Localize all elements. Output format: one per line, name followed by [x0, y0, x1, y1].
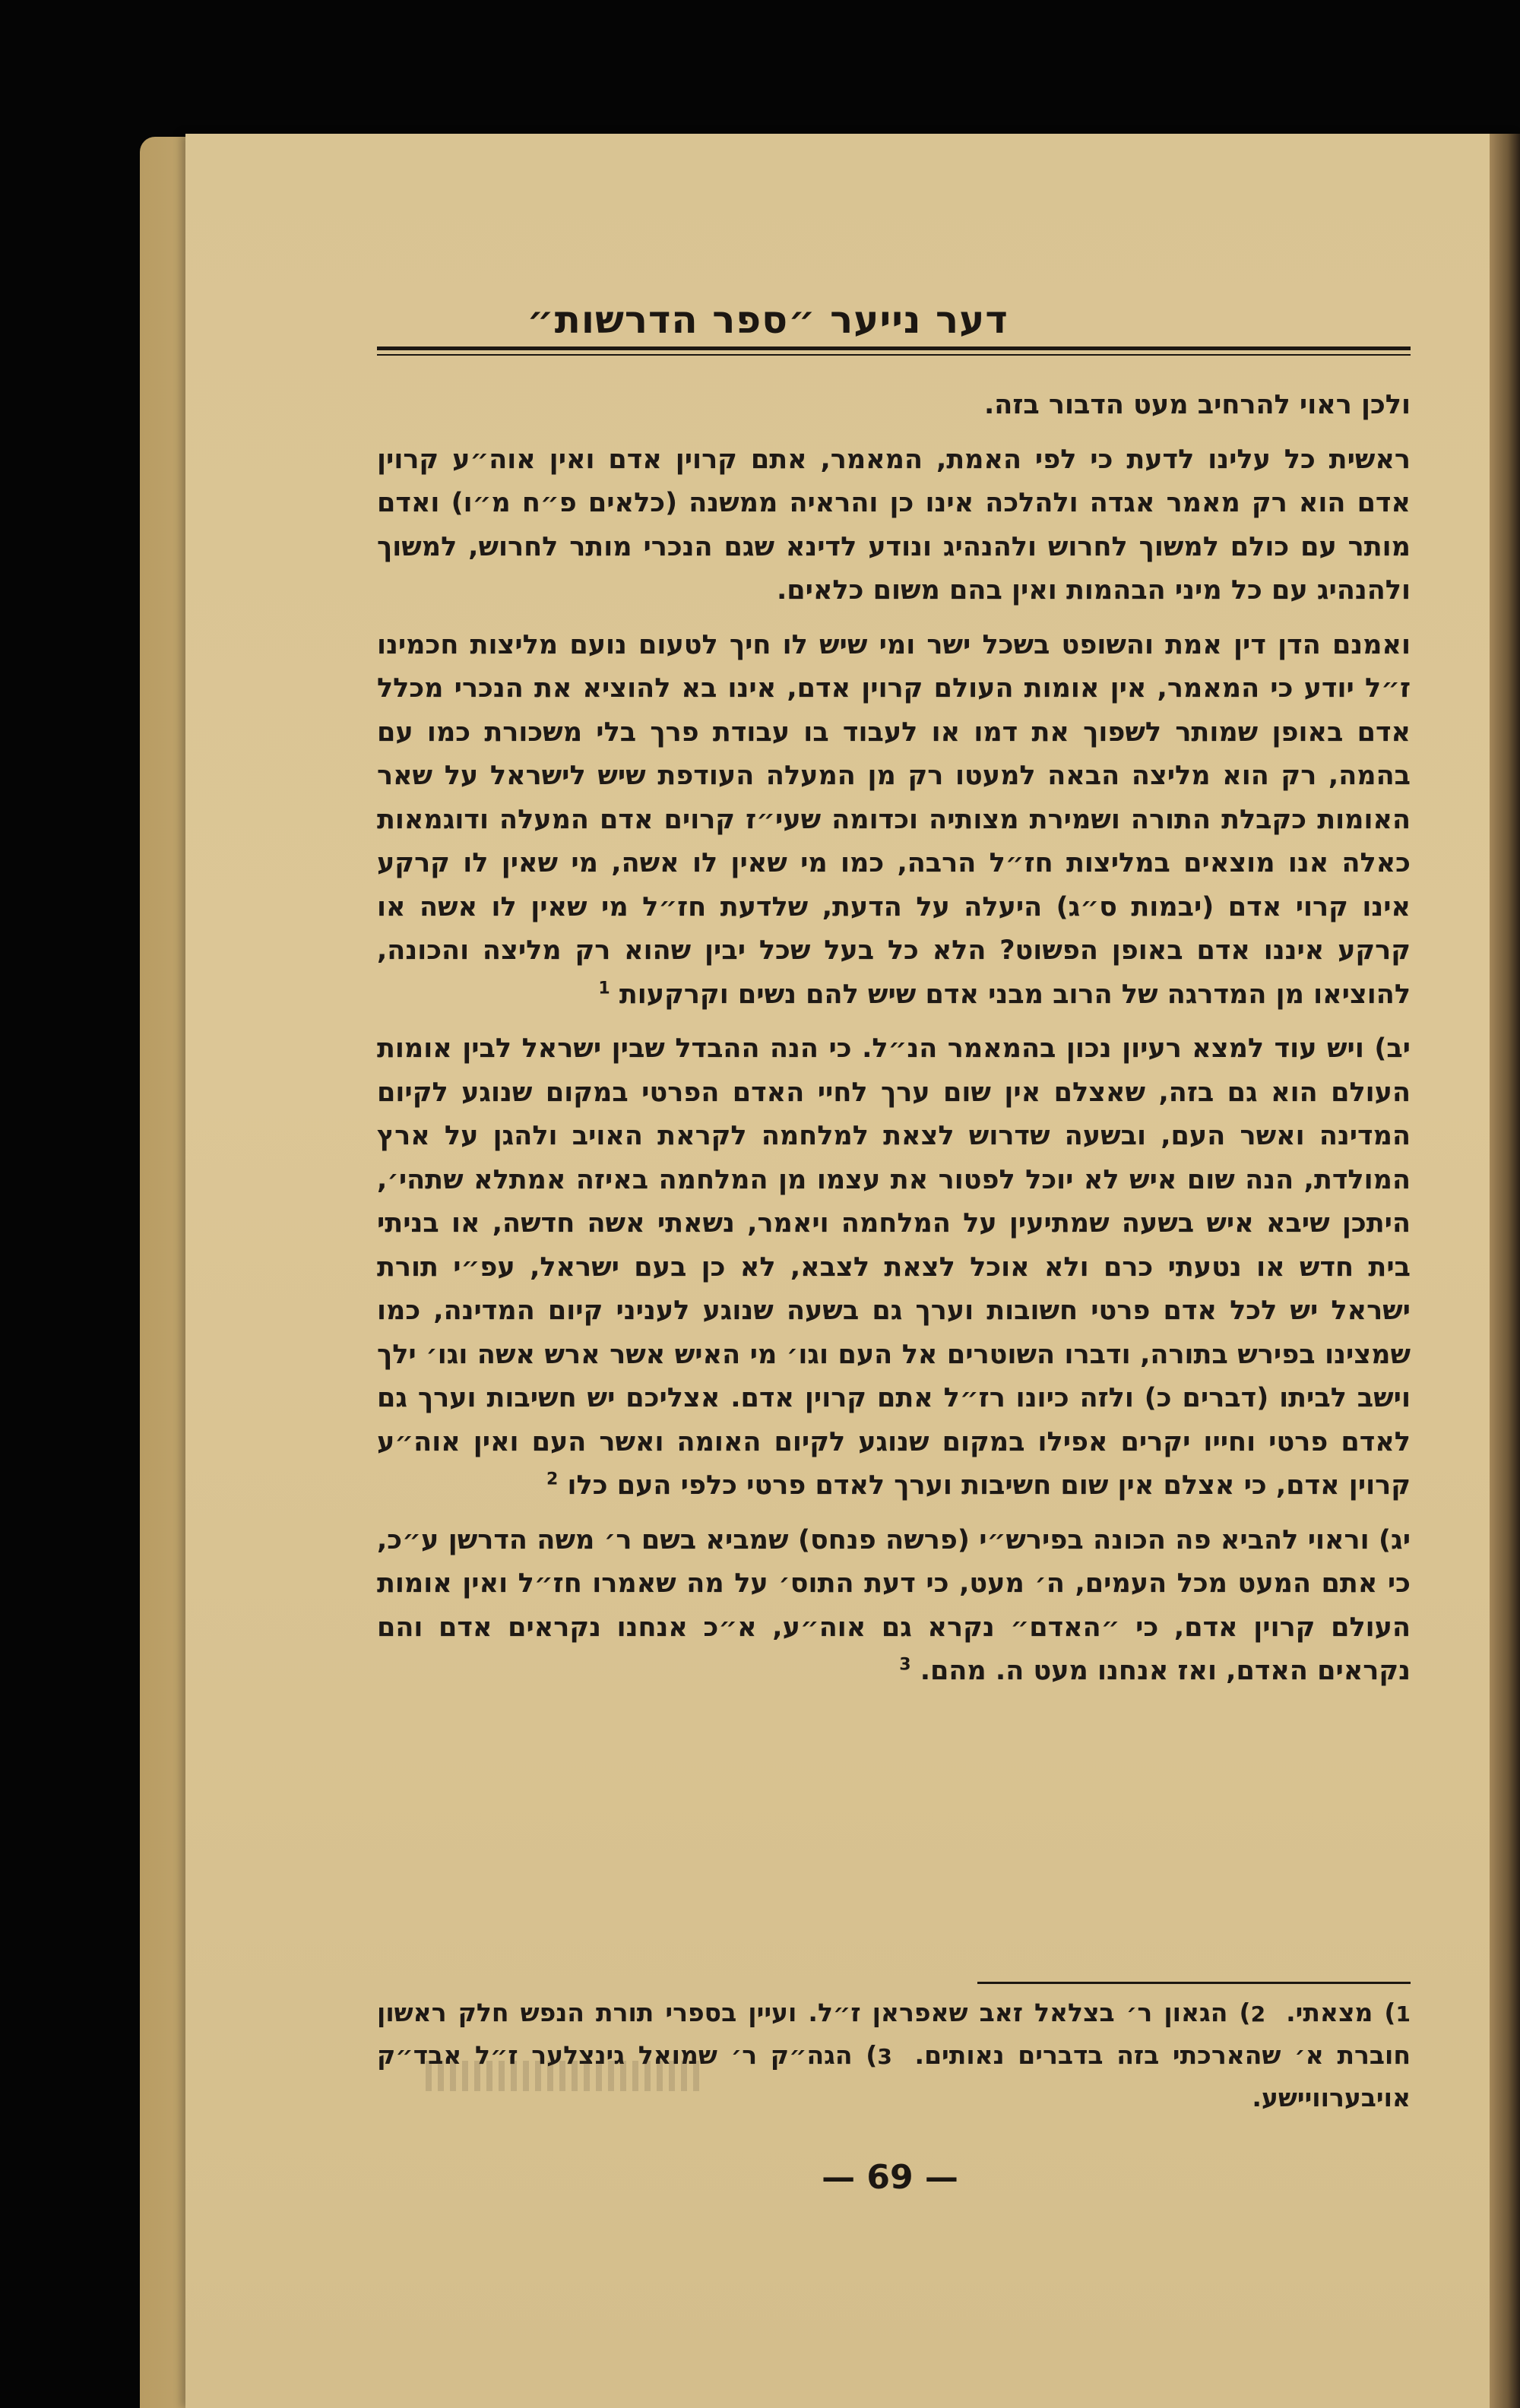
footnote-ref: 2: [546, 1470, 559, 1489]
footnote-number: 1: [1395, 2001, 1411, 2027]
paragraph-text: ואמנם הדן דין אמת והשופט בשכל ישר ומי שיש לו חיך לטעום נועם מליצות חכמינו ז״ל יודע כי המאמר, אין אומות העולם קרוין אדם, אינו בא להוציא את הנכרי מכלל אדם באופן שמותר לשפוך את דמו או לעבוד בו עבודת פרך בלי משכורת כמו עם בהמה, רק הוא מליצה הבאה למעטו רק מן המעלה העודפת שיש לישראל על שאר האומות כקבלת התורה ושמירת מצותיה וכדומה שעי״ז קרוים אדם המעלה ודוגמאות כאלה אנו מוצאים במליצות חז״ל הרבה, כמו מי שאין לו אשה, מי שאין לו קרקע אינו קרוי אדם (יבמות ס״ג) היעלה על הדעת, שלדעת חז״ל מי שאין לו אשה או קרקע איננו אדם באופן הפשוט? הלא כל בעל שכל יבין שהוא רק מליצה והכונה, להוציאו מן המדרגה של הרוב מבני אדם שיש להם נשים וקרקעות: [377, 629, 1411, 1010]
main-text: [377, 384, 1411, 1694]
header-rule-thin: [377, 354, 1411, 356]
footnote-ref: 1: [598, 978, 610, 998]
running-head: דער נייער ״ספר הדרשות״: [527, 298, 1009, 342]
footnote: 3) הגה״ק ר׳ שמואל גינצלער ז״ל אבד״ק אויבערוויישע.: [377, 2040, 1411, 2112]
footnote-text: מצאתי.: [1286, 1998, 1373, 2027]
paragraph: ראשית כל עלינו לדעת כי לפי האמת, המאמר, אתם קרוין אדם ואין אוה״ע קרוין אדם הוא רק מאמר אגדה ולהלכה אינו כן והראיה ממשנה (כלאים פ״ח מ״ו) ואדם מותר עם כולם למשוך לחרוש ולהנהיג ונודע לדינא שגם הנכרי מותר לחרוש, למשוך ולהנהיג עם כל מיני הבהמות ואין בהם משום כלאים.: [377, 444, 1411, 606]
footnote-text: הגאון ר׳ בצלאל זאב שאפראן ז״ל. ועיין בספרי תורת הנפש חלק ראשון חוברת א׳ שהארכתי בזה בדברים נאותים.: [377, 1998, 1411, 2070]
footnote-text: הגה״ק ר׳ שמואל גינצלער ז״ל אבד״ק אויבערוויישע.: [377, 2040, 1411, 2112]
header-rule-thick: [377, 346, 1411, 350]
book-spine: [1490, 134, 1520, 2408]
paragraph: [377, 1027, 1411, 1508]
footnote: 1) מצאתי.: [1286, 1998, 1411, 2027]
paragraph: ולכן ראוי להרחיב מעט הדבור בזה.: [984, 390, 1411, 420]
faint-stamp-mark: [426, 2061, 699, 2091]
paragraph: [377, 624, 1411, 1017]
footnote-rule: [977, 1982, 1411, 1984]
paragraph: [377, 1519, 1411, 1694]
footnotes: [377, 1992, 1411, 2118]
paragraph-text: יב) ויש עוד למצא רעיון נכון בהמאמר הנ״ל. כי הנה ההבדל שבין ישראל לבין אומות העולם הוא גם בזה, שאצלם אין שום ערך לחיי האדם הפרטי במקום שנוגע לקיום המדינה ואשר העם, ובשעה שדרוש לצאת למלחמה לקראת האויב ולהגן על ארץ המולדת, הנה שום איש לא יוכל לפטור את עצמו מן המלחמה באיזה אמתלא שתהי׳, היתכן שיבא איש בשעה שמתיעין על המלחמה ויאמר, נשאתי אשה חדשה, או בניתי בית חדש או נטעתי כרם ולא אוכל לצאת לצבא, לא כן בעם ישראל, עפ״י תורת ישראל יש לכל אדם פרטי חשובות וערך גם בשעה שנוגע לעניני קיום המדינה, כמו שמצינו בפירש בתורה, ודברו השוטרים אל העם וגו׳ מי האיש אשר ארש אשה וגו׳ ילך וישב לביתו (דברים כ) ולזה כיונו רז״ל אתם קרוין אדם. אצליכם יש חשיבות וערך גם לאדם פרטי וחייו יקרים אפילו במקום שנוגע לקיום האומה ואשר העם ואין אוה״ע קרוין אדם, כי אצלם אין שום חשיבות וערך לאדם פרטי כלפי העם כלו: [377, 1033, 1411, 1501]
footnote-number: 3: [877, 2044, 892, 2069]
footnote-ref: 3: [899, 1655, 911, 1675]
paragraph-text: יג) וראוי להביא פה הכונה בפירש״י (פרשה פנחס) שמביא בשם ר׳ משה הדרשן ע״כ, כי אתם המעט מכל העמים, ה׳ מעט, כי דעת התוס׳ על מה שאמרו חז״ל ואין אומות העולם קרוין אדם, כי ״האדם״ נקרא גם אוה״ע, א״כ אנחנו נקראים אדם והם נקראים האדם, ואז אנחנו מעט ה. מהם.: [377, 1524, 1411, 1686]
page-number: — 69 —: [822, 2158, 958, 2197]
footnote-number: 2: [1250, 2001, 1266, 2027]
footnote: 2) הגאון ר׳ בצלאל זאב שאפראן ז״ל. ועיין בספרי תורת הנפש חלק ראשון חוברת א׳ שהארכתי בזה בדברים נאותים.: [377, 1998, 1411, 2070]
